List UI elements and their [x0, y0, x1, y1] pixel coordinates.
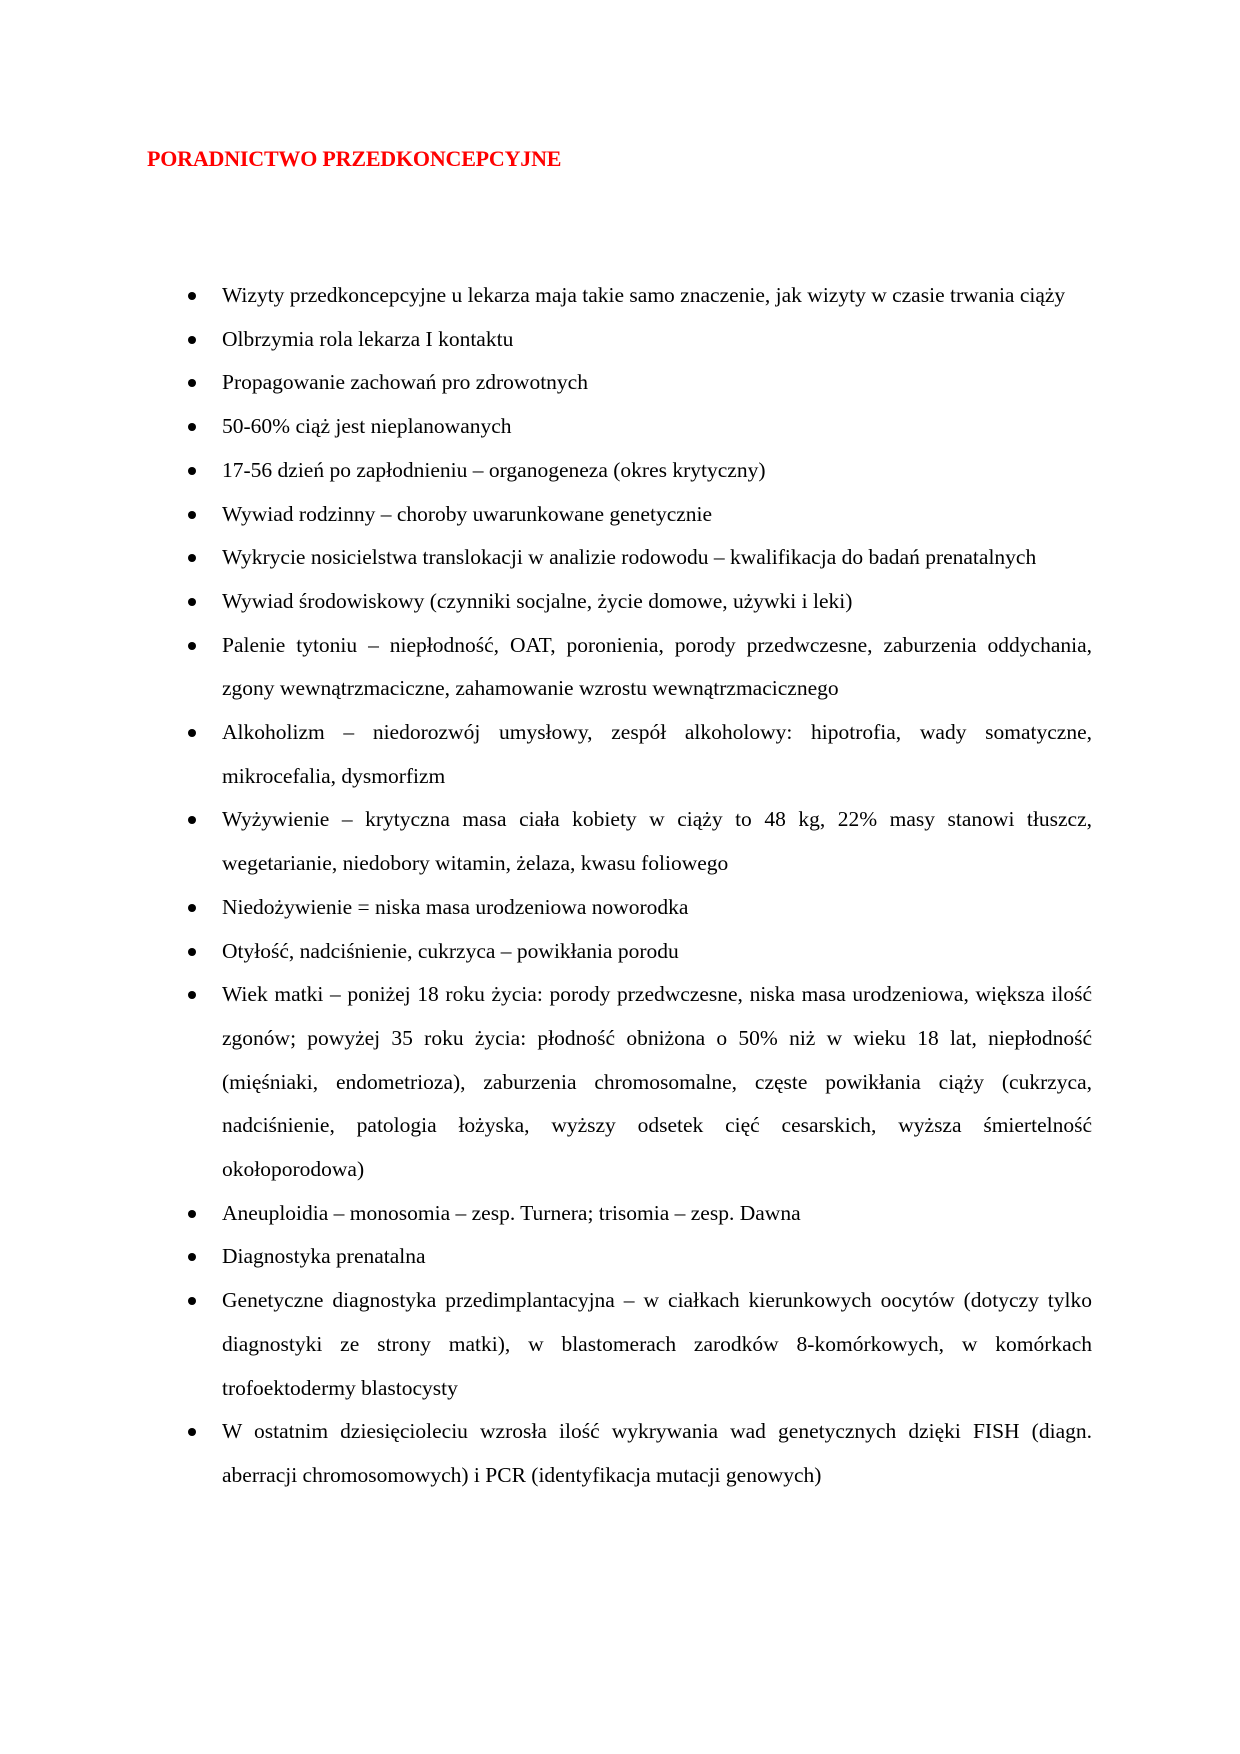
list-item-text: Wykrycie nosicielstwa translokacji w analizie rodowodu – kwalifikacja do badań prenatalnych: [222, 545, 1037, 570]
list-item: [187, 536, 1092, 580]
list-item: [187, 361, 1092, 405]
list-item: [187, 1192, 1092, 1236]
list-item-text: 17-56 dzień po zapłodnieniu – organogeneza (okres krytyczny): [222, 457, 766, 482]
list-item: [187, 798, 1092, 885]
list-item: [187, 580, 1092, 624]
list-item-text: Propagowanie zachowań pro zdrowotnych: [222, 370, 588, 395]
list-item-text: Wyżywienie – krytyczna masa ciała kobiety w ciąży to 48 kg, 22% masy stanowi tłuszcz, wegetarianie, niedobory witamin, żelaza, kwasu foliowego: [222, 807, 1092, 876]
list-item: [187, 624, 1092, 711]
list-item-text: Aneuploidia – monosomia – zesp. Turnera; trisomia – zesp. Dawna: [222, 1200, 801, 1225]
list-item: [187, 405, 1092, 449]
list-item: [187, 318, 1092, 362]
list-item: [187, 1410, 1092, 1497]
bullet-list: [187, 274, 1092, 1498]
list-item-text: Niedożywienie = niska masa urodzeniowa noworodka: [222, 894, 689, 919]
list-item-text: Olbrzymia rola lekarza I kontaktu: [222, 326, 514, 351]
list-item-text: Wizyty przedkoncepcyjne u lekarza maja takie samo znaczenie, jak wizyty w czasie trwania ciąży: [222, 283, 1066, 307]
list-item-text: Wywiad środowiskowy (czynniki socjalne, życie domowe, używki i leki): [222, 588, 853, 613]
document-title: PORADNICTWO PRZEDKONCEPCYJNE: [147, 146, 562, 171]
list-item-text: 50-60% ciąż jest nieplanowanych: [222, 414, 512, 439]
list-item: [187, 1235, 1092, 1279]
list-item: [187, 1279, 1092, 1410]
list-item-text: Palenie tytoniu – niepłodność, OAT, poronienia, porody przedwczesne, zaburzenia oddychania, zgony wewnątrzmaciczne, zahamowanie wzrostu wewnątrzmacicznego: [222, 632, 1092, 701]
list-item: [187, 886, 1092, 930]
list-item-text: W ostatnim dziesięcioleciu wzrosła ilość wykrywania wad genetycznych dzięki FISH (diagn. aberracji chromosomowych) i PCR (identyfikacja mutacji genowych): [222, 1419, 1092, 1487]
list-item: [187, 930, 1092, 974]
list-item: [187, 711, 1092, 798]
list-item-text: Wiek matki – poniżej 18 roku życia: porody przedwczesne, niska masa urodzeniowa, większa ilość zgonów; powyżej 35 roku życia: płodność obniżona o 50% niż w wieku 18 lat, niepłodność (mięśniaki, endometrioza), zaburzenia chromosomalne, częste powikłania ciąży (cukrzyca, nadciśnienie, patologia łożyska, wyższy odsetek cięć cesarskich, wyższa śmiertelność okołoporodowa): [222, 982, 1092, 1182]
list-item: [187, 493, 1092, 537]
list-item-text: Alkoholizm – niedorozwój umysłowy, zespół alkoholowy: hipotrofia, wady somatyczne, mikrocefalia, dysmorfizm: [222, 720, 1092, 788]
list-item: [187, 449, 1092, 493]
list-item-text: Diagnostyka prenatalna: [222, 1244, 426, 1269]
list-item: [187, 274, 1092, 318]
list-item: [187, 973, 1092, 1192]
list-item-text: Genetyczne diagnostyka przedimplantacyjna – w ciałkach kierunkowych oocytów (dotyczy tylko diagnostyki ze strony matki), w blastomerach zarodków 8-komórkowych, w komórkach trofoektodermy blastocysty: [222, 1288, 1092, 1400]
list-item-text: Otyłość, nadciśnienie, cukrzyca – powikłania porodu: [222, 938, 679, 963]
list-item-text: Wywiad rodzinny – choroby uwarunkowane genetycznie: [222, 501, 713, 526]
